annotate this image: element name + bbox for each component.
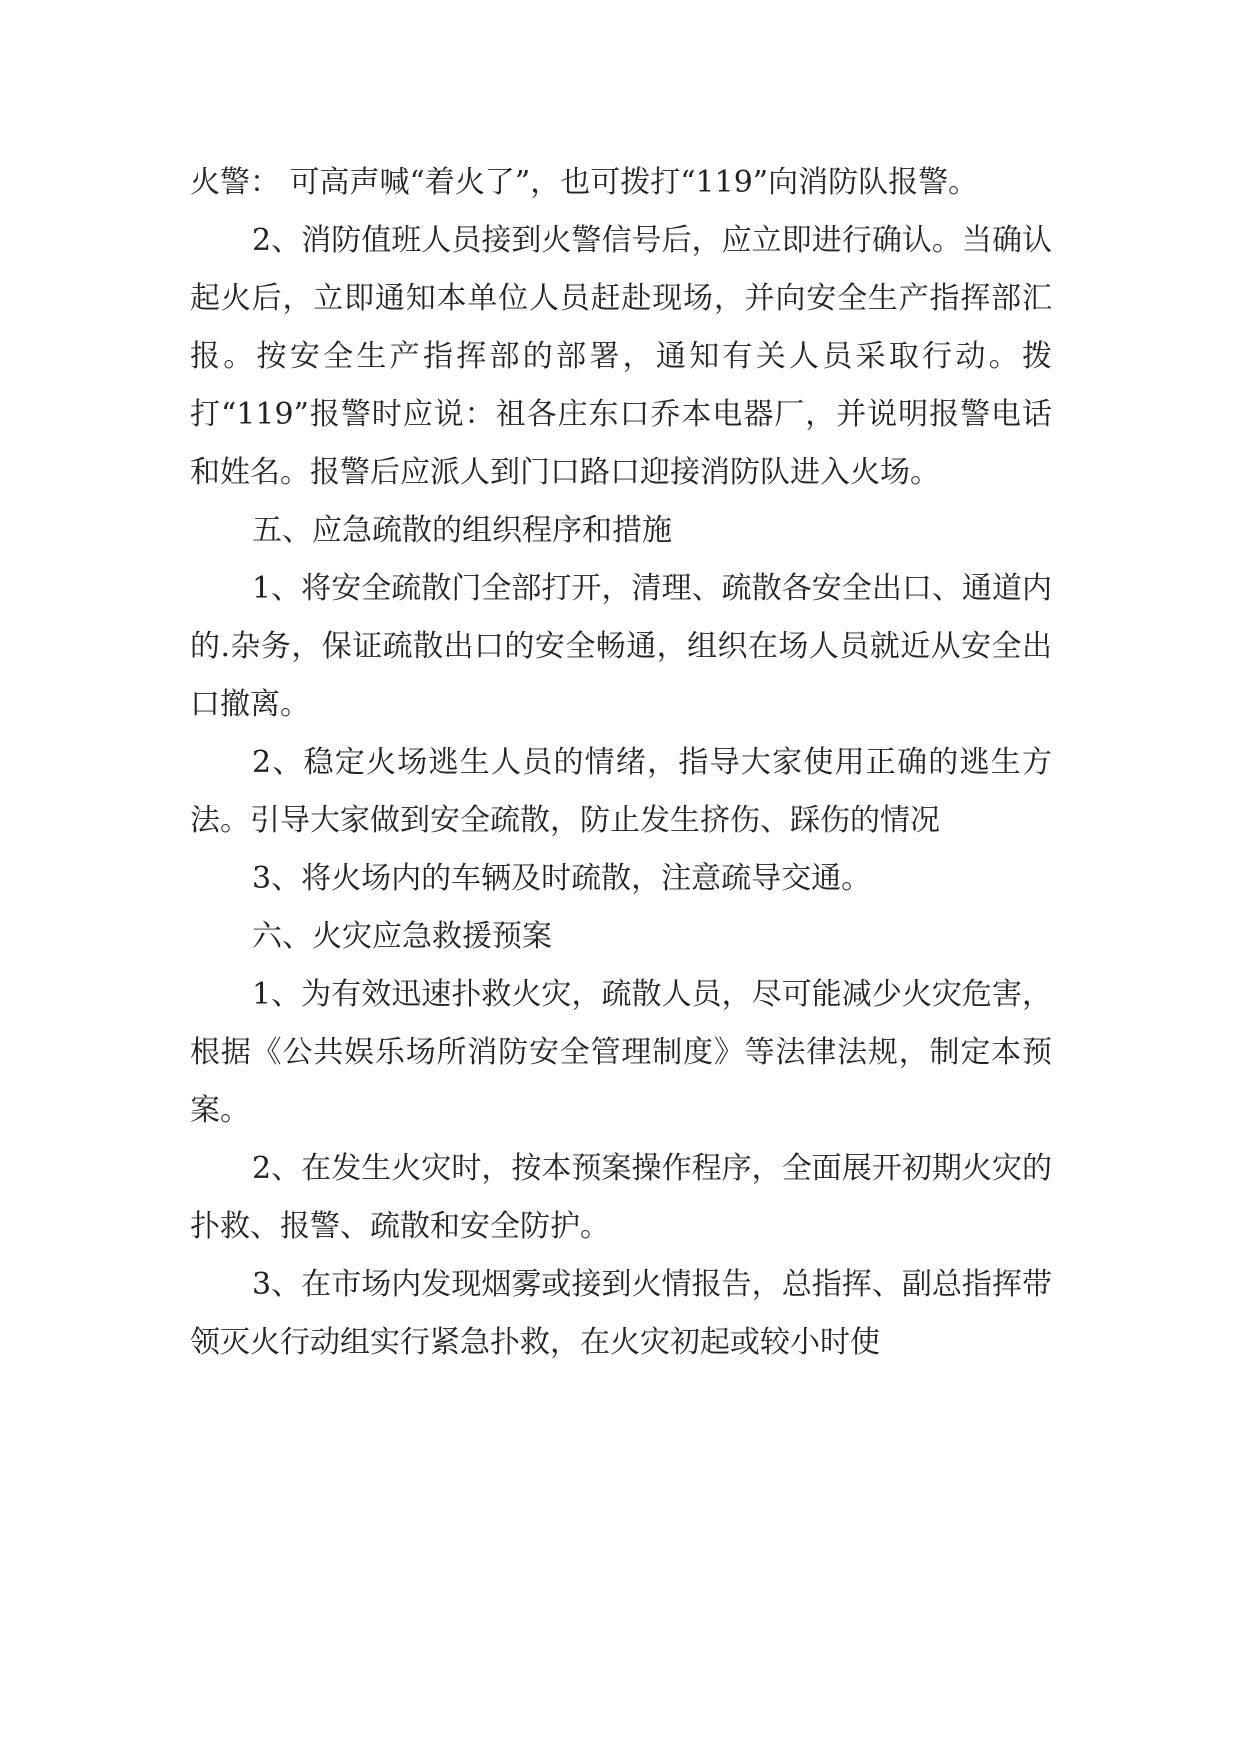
- paragraph-plan-step-3: 3、在市场内发现烟雾或接到火情报告，总指挥、副总指挥带领灭火行动组实行紧急扑救，在火灾初起或较小时使: [190, 1267, 1052, 1360]
- paragraph-evacuation-step-3: 3、将火场内的车辆及时疏散，注意疏导交通。: [252, 861, 872, 896]
- section-heading-fire-response-plan: 六、火灾应急救援预案: [252, 919, 552, 954]
- paragraph-evacuation-step-2: 2、稳定火场逃生人员的情绪，指导大家使用正确的逃生方法。引导大家做到安全疏散，防止发生挤伤、踩伤的情况: [190, 745, 1052, 838]
- paragraph-plan-step-1: 1、为有效迅速扑救火灾，疏散人员，尽可能减少火灾危害，根据《公共娱乐场所消防安全管理制度》等法律法规，制定本预案。: [190, 977, 1052, 1128]
- document-page: [190, 154, 1052, 1372]
- section-heading-evacuation: 五、应急疏散的组织程序和措施: [252, 513, 672, 548]
- paragraph-evacuation-step-1: 1、将安全疏散门全部打开，清理、疏散各安全出口、通道内的.杂务，保证疏散出口的安全畅通，组织在场人员就近从安全出口撤离。: [190, 571, 1052, 722]
- paragraph-duty-staff-confirmation: 2、消防值班人员接到火警信号后，应立即进行确认。当确认起火后，立即通知本单位人员赶赴现场，并向安全生产指挥部汇报。按安全生产指挥部的部署，通知有关人员采取行动。拨打“119”报警时应说：祖各庄东口乔本电器厂，并说明报警电话和姓名。报警后应派人到门口路口迎接消防队进入火场。: [190, 223, 1052, 490]
- paragraph-fire-alarm-continuation: 火警： 可高声喊“着火了”，也可拨打“119”向消防队报警。: [190, 165, 979, 200]
- paragraph-plan-step-2: 2、在发生火灾时，按本预案操作程序，全面展开初期火灾的扑救、报警、疏散和安全防护。: [190, 1151, 1052, 1244]
